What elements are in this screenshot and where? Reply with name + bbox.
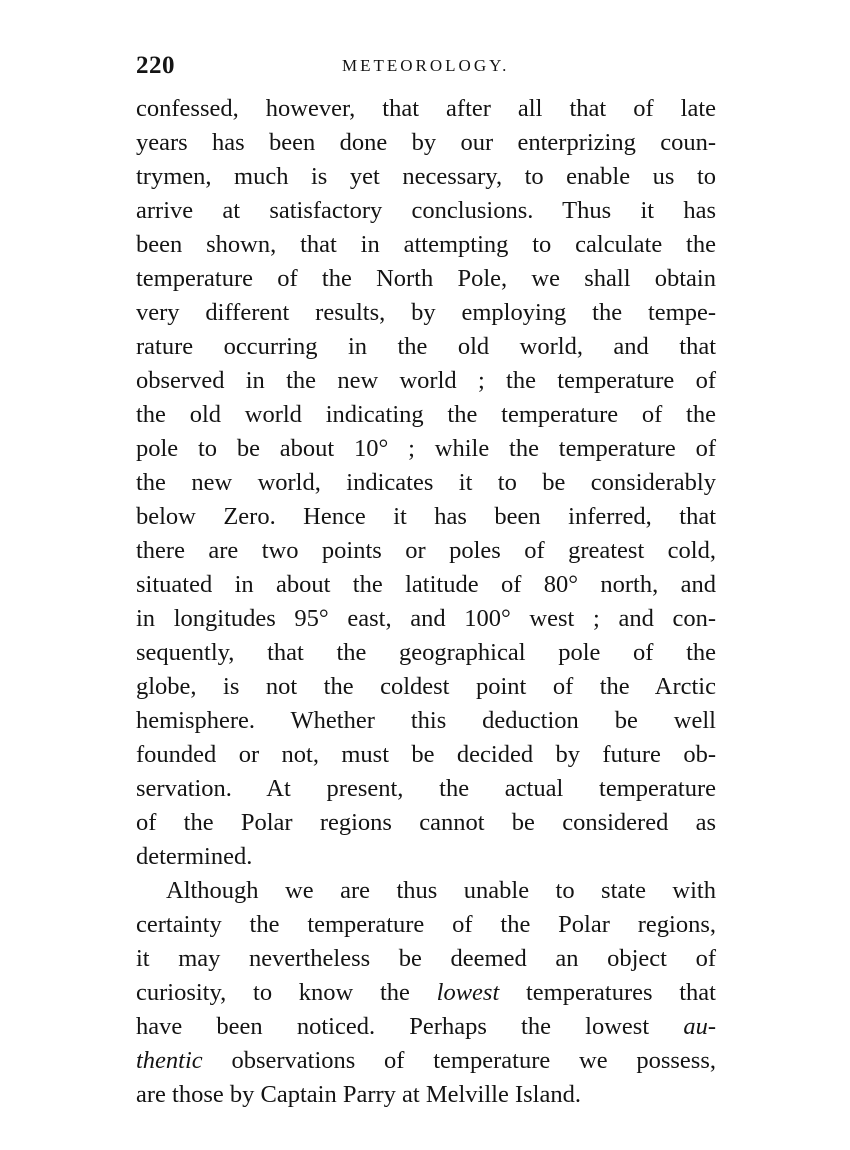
text-line: of the Polar regions cannot be considered as xyxy=(136,809,716,836)
text-segment: observations of temperature we possess, xyxy=(202,1047,716,1074)
text-line xyxy=(136,976,716,1010)
paragraph-2 xyxy=(136,874,716,1112)
text-line: the new world, indicates it to be considerably xyxy=(136,469,716,496)
page-header xyxy=(136,52,716,82)
text-line: are those by Captain Parry at Melville Island. xyxy=(136,1081,581,1108)
text-line: pole to be about 10° ; while the temperature of xyxy=(136,435,716,462)
text-line: Although we are thus unable to state with xyxy=(166,877,716,904)
text-line: servation. At present, the actual temperature xyxy=(136,775,716,802)
paragraph-1 xyxy=(136,92,716,874)
text-line: it may nevertheless be deemed an object of xyxy=(136,945,716,972)
emphasis-authentic-start: au- xyxy=(683,1013,716,1040)
running-head: METEOROLOGY. xyxy=(342,56,510,75)
text-segment: temperatures that xyxy=(499,979,716,1006)
page-number: 220 xyxy=(136,52,175,79)
text-line: temperature of the North Pole, we shall obtain xyxy=(136,265,716,292)
text-line xyxy=(136,1044,716,1078)
text-line: trymen, much is yet necessary, to enable us to xyxy=(136,163,716,190)
text-line: hemisphere. Whether this deduction be well xyxy=(136,707,716,734)
text-line: arrive at satisfactory conclusions. Thus it has xyxy=(136,197,716,224)
text-line: founded or not, must be decided by future ob- xyxy=(136,741,716,768)
body-text xyxy=(136,92,716,1112)
emphasis-lowest: lowest xyxy=(436,979,500,1006)
text-segment: have been noticed. Perhaps the lowest xyxy=(136,1013,684,1040)
text-line: there are two points or poles of greatest cold, xyxy=(136,537,716,564)
text-line: observed in the new world ; the temperature of xyxy=(136,367,716,394)
text-line: rature occurring in the old world, and that xyxy=(136,333,716,360)
text-line: been shown, that in attempting to calculate the xyxy=(136,231,716,258)
text-line: sequently, that the geographical pole of the xyxy=(136,639,716,666)
text-segment: curiosity, to know the xyxy=(136,979,437,1006)
text-line: very different results, by employing the tempe- xyxy=(136,299,716,326)
text-line xyxy=(136,1010,716,1044)
text-line: years has been done by our enterprizing coun- xyxy=(136,129,716,156)
text-line: determined. xyxy=(136,843,253,870)
text-line: the old world indicating the temperature of the xyxy=(136,401,716,428)
text-line: confessed, however, that after all that of late xyxy=(136,95,716,122)
text-line: in longitudes 95° east, and 100° west ; and con- xyxy=(136,605,716,632)
text-line: globe, is not the coldest point of the Arctic xyxy=(136,673,716,700)
text-line: below Zero. Hence it has been inferred, that xyxy=(136,503,716,530)
text-line: certainty the temperature of the Polar regions, xyxy=(136,911,716,938)
emphasis-authentic-end: thentic xyxy=(136,1047,203,1074)
text-line: situated in about the latitude of 80° north, and xyxy=(136,571,716,598)
